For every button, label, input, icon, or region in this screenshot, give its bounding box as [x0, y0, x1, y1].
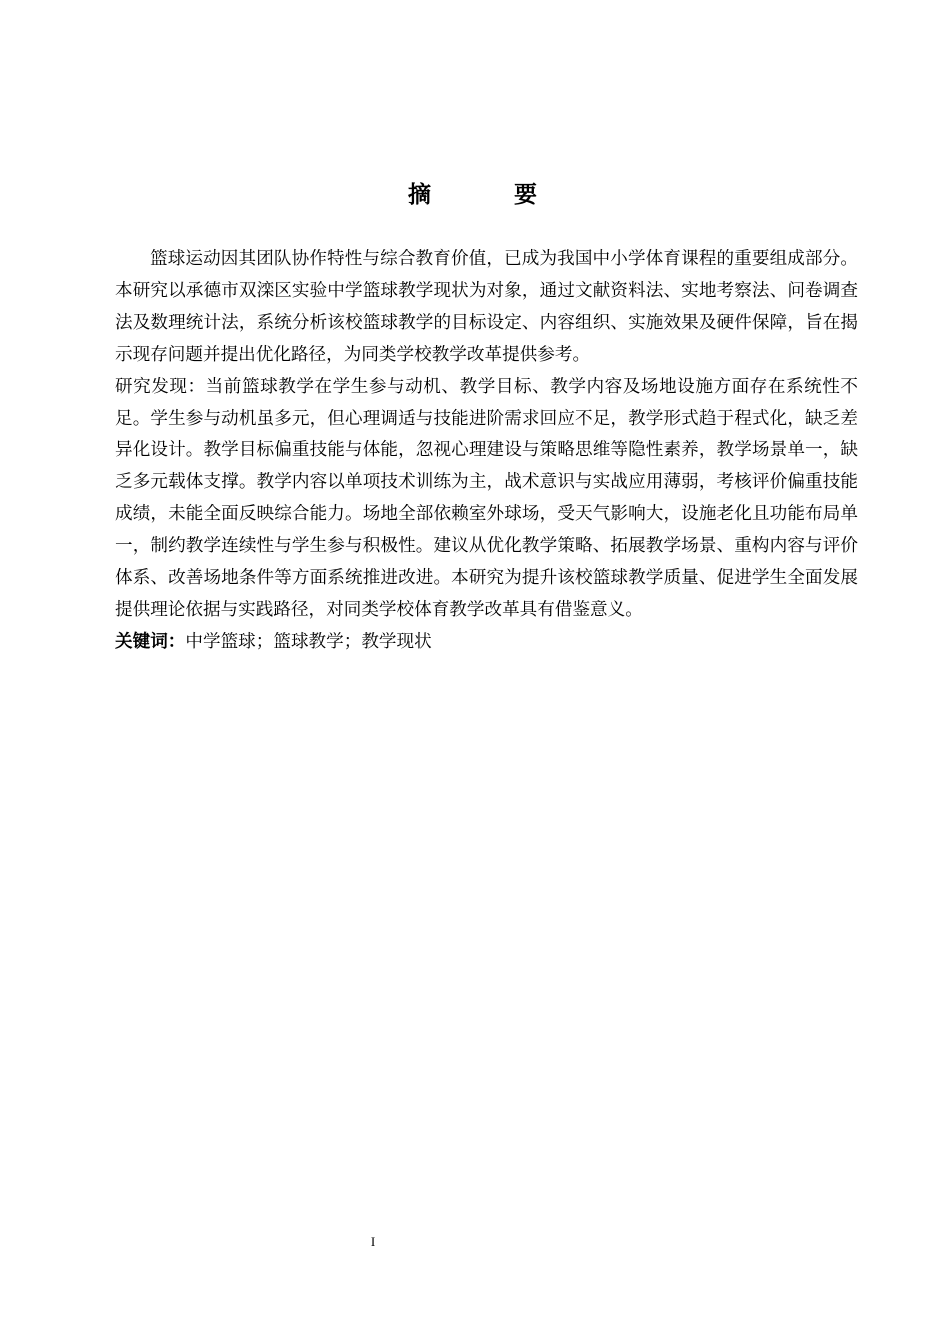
keywords-line [115, 627, 858, 659]
page-number: I [370, 1234, 376, 1249]
keywords-value: 中学篮球；篮球教学；教学现状 [185, 631, 432, 652]
abstract-paragraph-findings: 研究发现：当前篮球教学在学生参与动机、教学目标、教学内容及场地设施方面存在系统性不足。学生参与动机虽多元，但心理调适与技能进阶需求回应不足，教学形式趋于程式化，缺乏差异化设计。教学目标偏重技能与体能，忽视心理建设与策略思维等隐性素养，教学场景单一，缺乏多元载体支撑。教学内容以单项技术训练为主，战术意识与实战应用薄弱，考核评价偏重技能成绩，未能全面反映综合能力。场地全部依赖室外球场，受天气影响大，设施老化且功能布局单一，制约教学连续性与学生参与积极性。建议从优化教学策略、拓展教学场景、重构内容与评价体系、改善场地条件等方面系统推进改进。本研究为提升该校篮球教学质量、促进学生全面发展提供理论依据与实践路径，对同类学校体育教学改革具有借鉴意义。 [115, 376, 858, 620]
abstract-body [115, 244, 858, 659]
abstract-title: 摘 要 [408, 182, 567, 208]
keywords-label: 关键词： [115, 631, 186, 652]
abstract-paragraph-intro: 篮球运动因其团队协作特性与综合教育价值，已成为我国中小学体育课程的重要组成部分。本研究以承德市双滦区实验中学篮球教学现状为对象，通过文献资料法、实地考察法、问卷调查法及数理统计法，系统分析该校篮球教学的目标设定、内容组织、实施效果及硬件保障，旨在揭示现存问题并提出优化路径，为同类学校教学改革提供参考。 [115, 249, 858, 365]
